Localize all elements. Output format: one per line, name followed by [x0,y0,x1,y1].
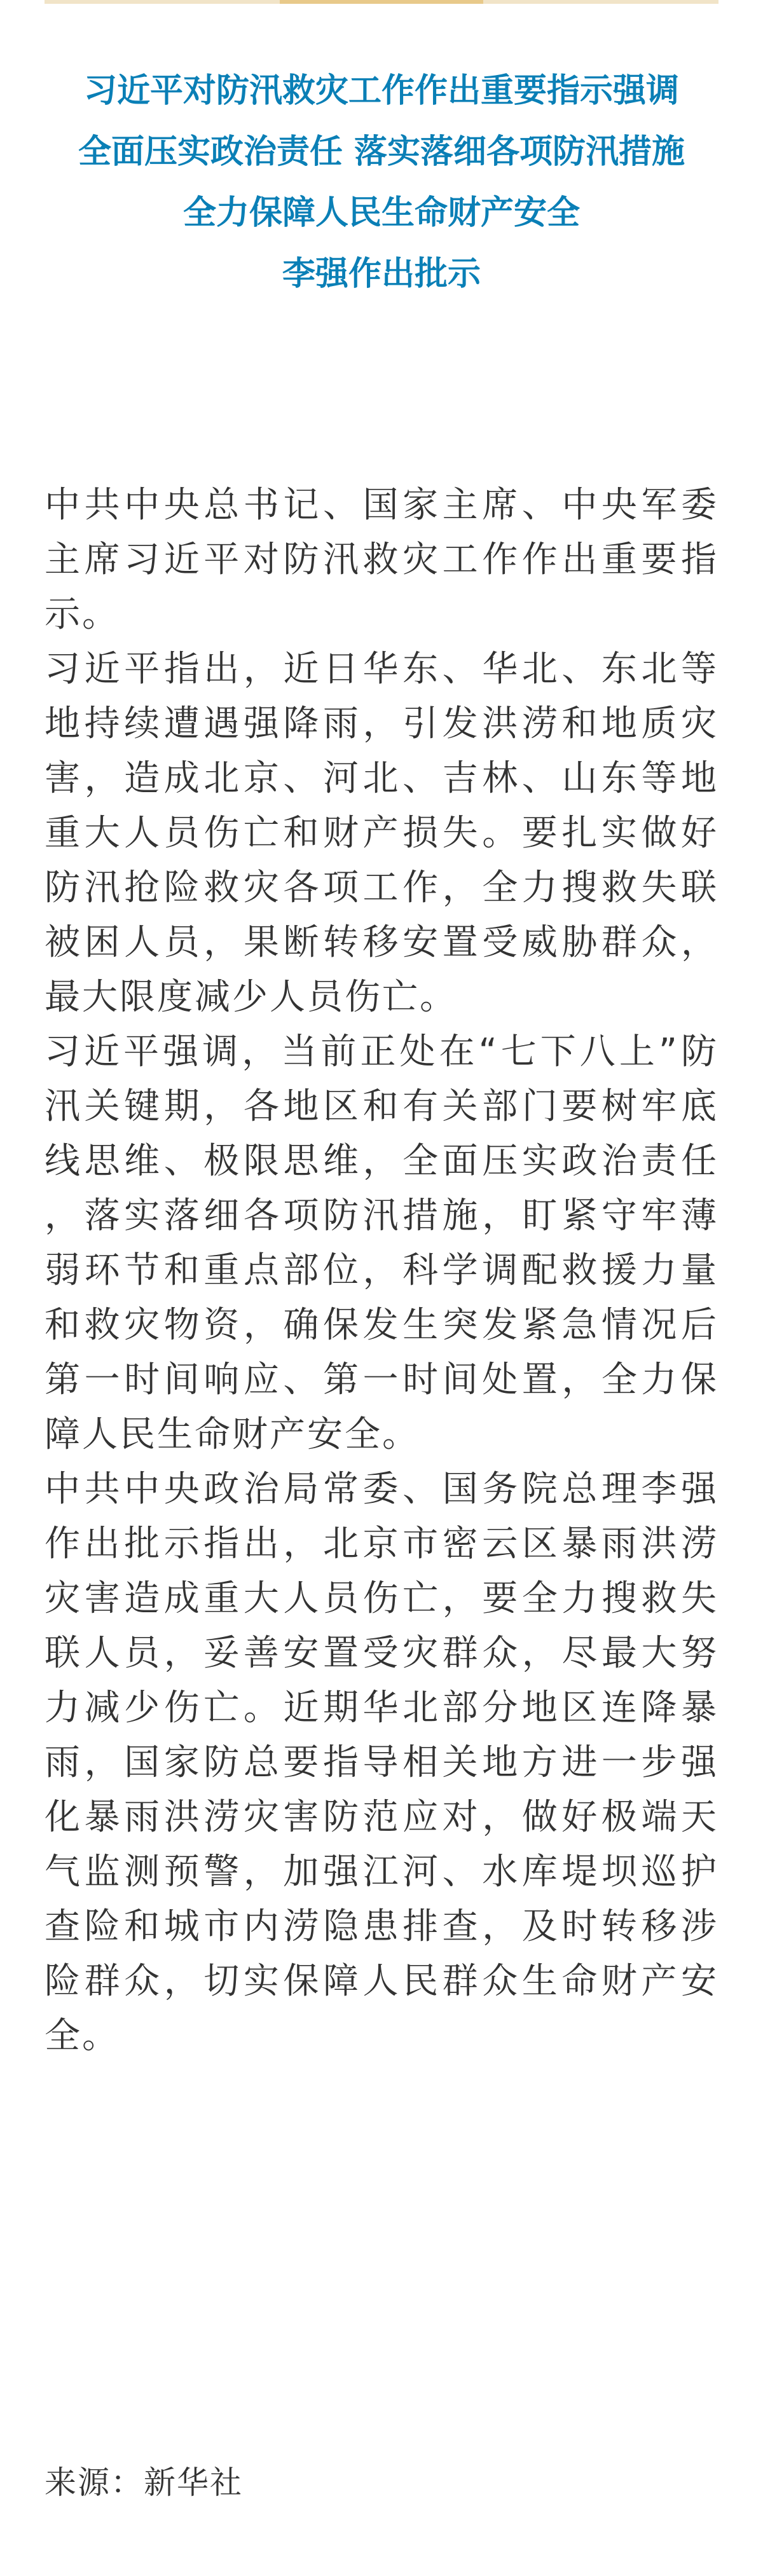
paragraph-2: 习近平指出，近日华东、华北、东北等地持续遭遇强降雨，引发洪涝和地质灾害，造成北京、河北、吉林、山东等地重大人员伤亡和财产损失。要扎实做好防汛抢险救灾各项工作，全力搜救失联被困人员，果断转移安置受威胁群众，最大限度减少人员伤亡。 [45,648,718,1018]
top-divider-accent [280,0,483,4]
paragraph-4: 中共中央政治局常委、国务院总理李强作出批示指出，北京市密云区暴雨洪涝灾害造成重大人员伤亡，要全力搜救失联人员，妥善安置受灾群众，尽最大努力减少伤亡。近期华北部分地区连降暴雨，国家防总要指导相关地方进一步强化暴雨洪涝灾害防范应对，做好极端天气监测预警，加强江河、水库堤坝巡护查险和城市内涝隐患排查，及时转移涉险群众，切实保障人民群众生命财产安全。 [45,1469,718,2057]
paragraph-3: 习近平强调，当前正处在“七下八上”防汛关键期，各地区和有关部门要树牢底线思维、极限思维，全面压实政治责任，落实落细各项防汛措施，盯紧守牢薄弱环节和重点部位，科学调配救援力量和救灾物资，确保发生突发紧急情况后第一时间响应、第一时间处置，全力保障人民生命财产安全。 [45,1031,718,1455]
headline-line-1: 习近平对防汛救灾工作作出重要指示强调 [83,72,679,110]
paragraph-1: 中共中央总书记、国家主席、中央军委主席习近平对防汛救灾工作作出重要指示。 [45,484,718,635]
article-headline [45,60,718,305]
headline-line-2: 全面压实政治责任 落实落细各项防汛措施 [78,133,685,171]
headline-line-4: 李强作出批示 [282,255,481,293]
headline-line-3: 全力保障人民生命财产安全 [182,194,580,232]
article-source: 来源：新华社 [45,2464,243,2501]
article-body [45,478,718,2064]
